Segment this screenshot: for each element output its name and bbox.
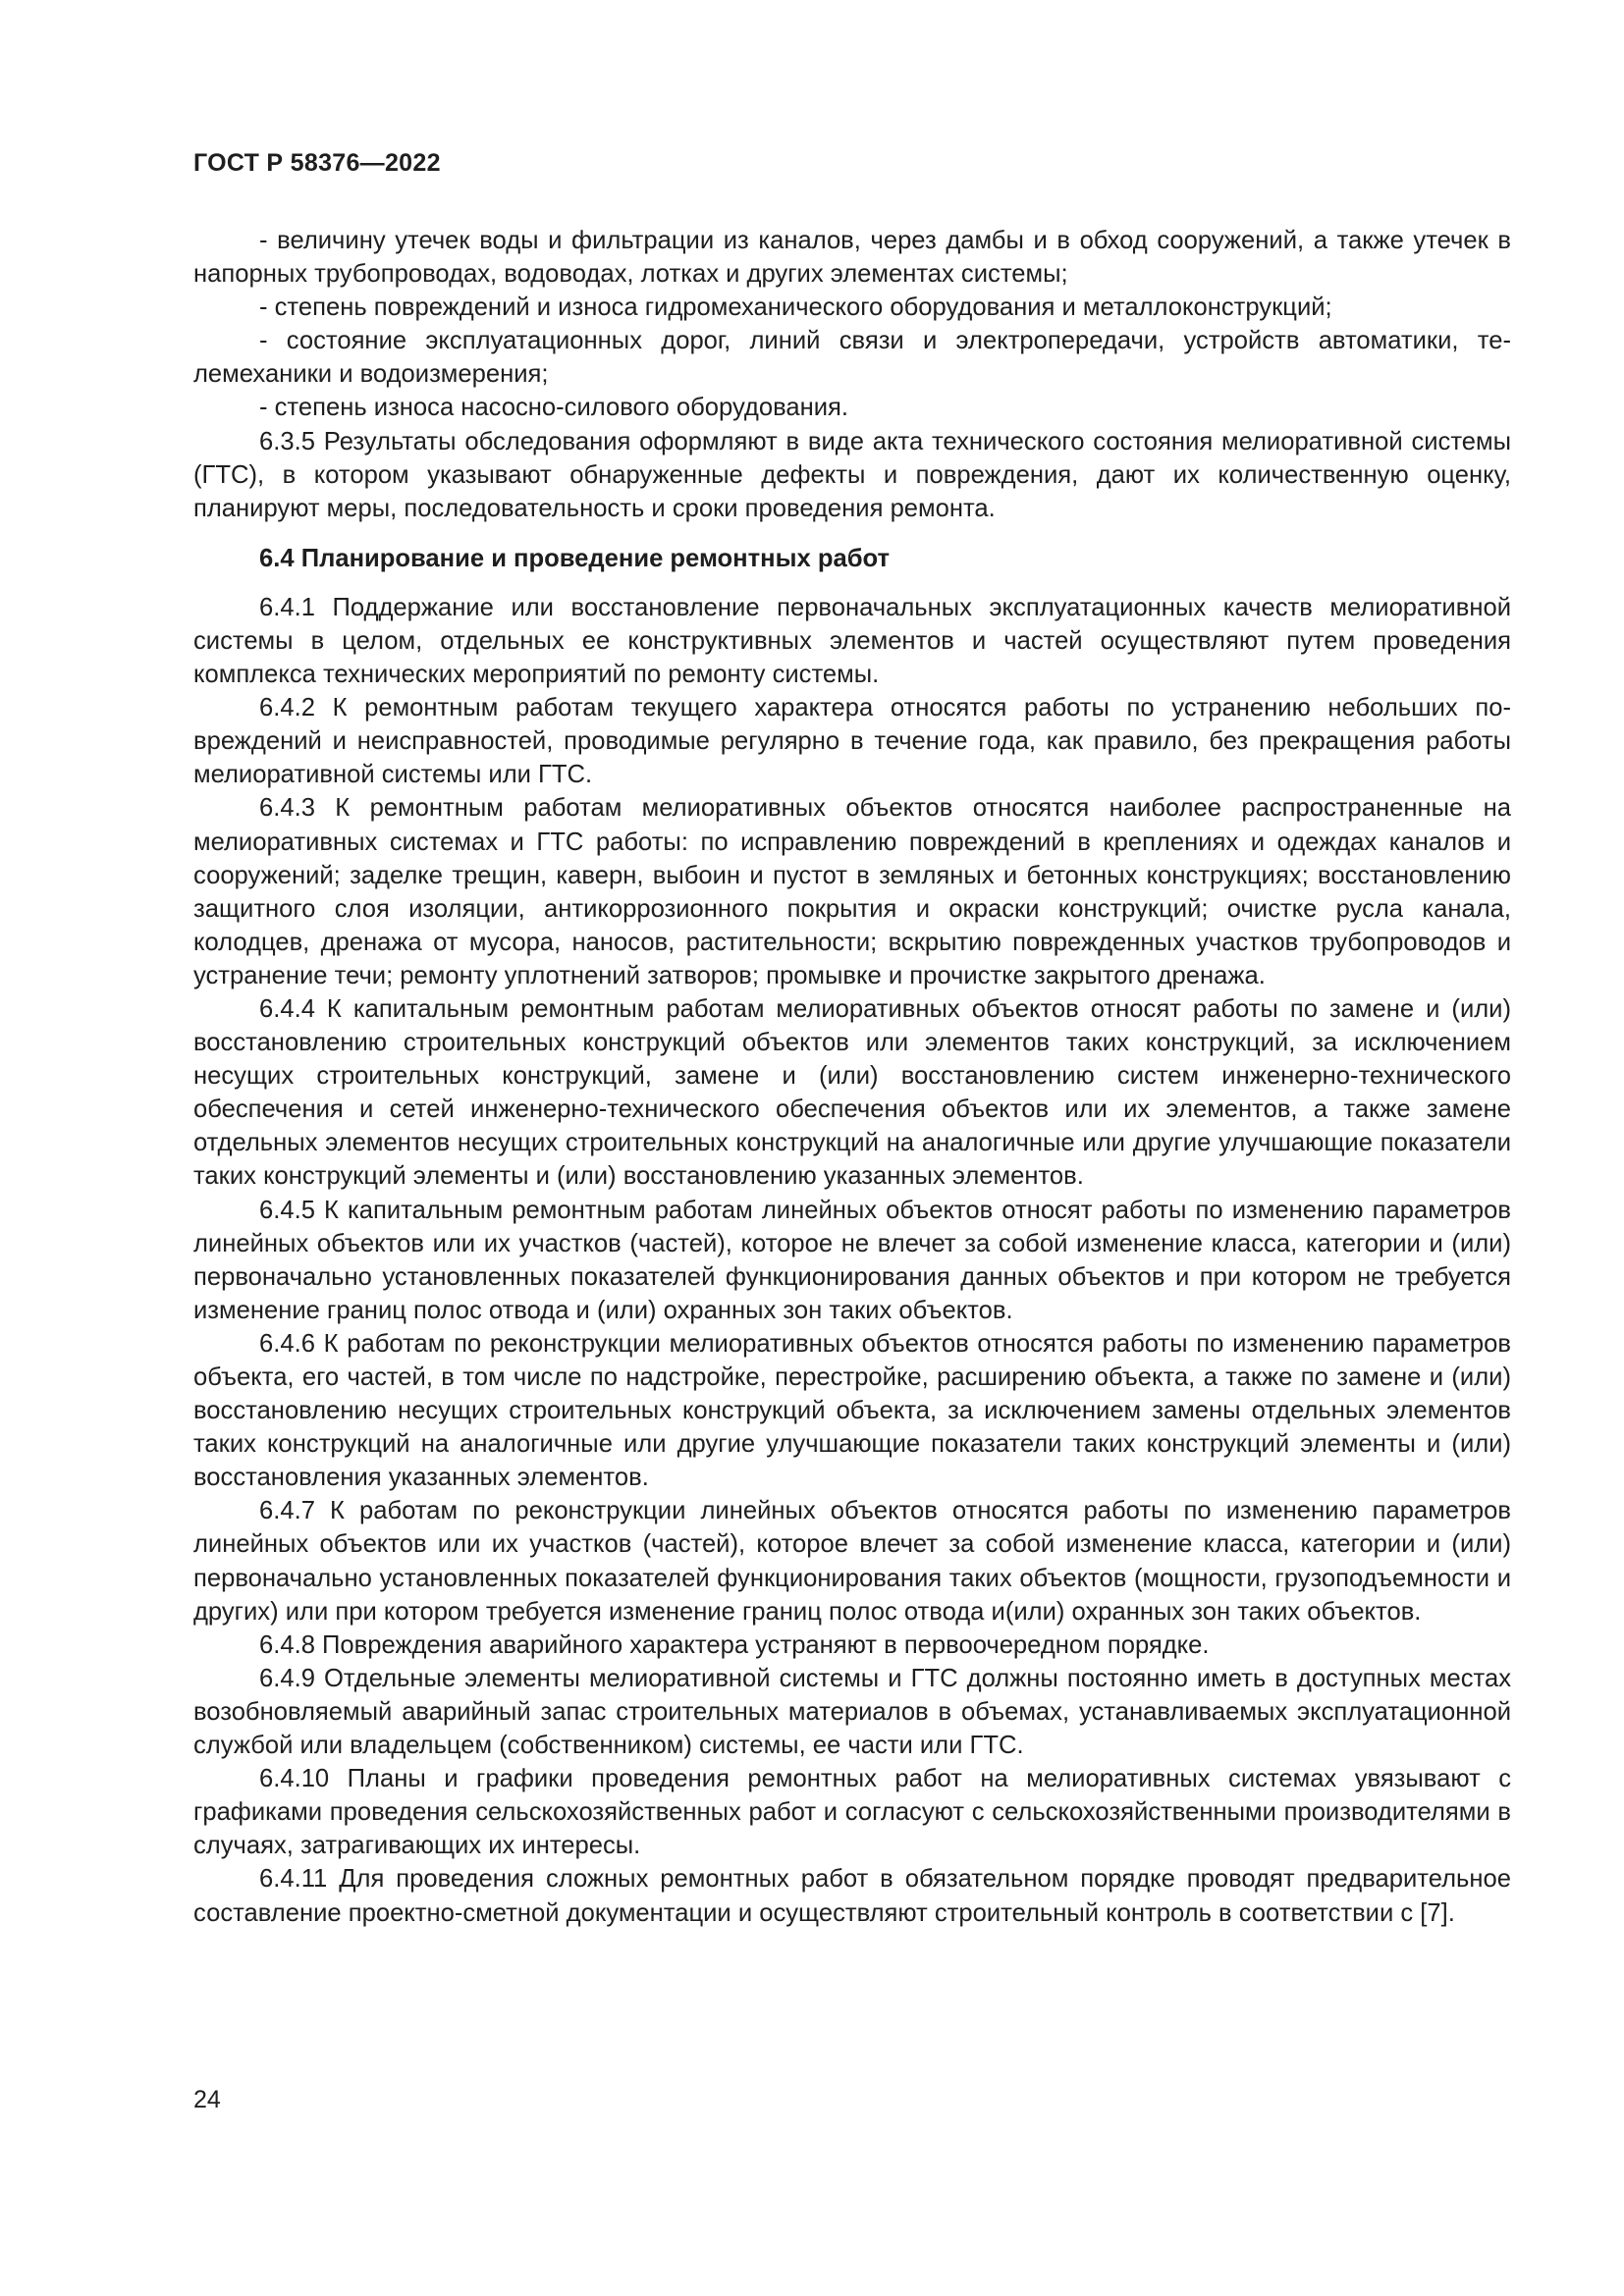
paragraph-6-4-3: 6.4.3 К ремонтным работам мелиоративных объектов относятся наиболее распространенные на мелиоративных системах и ГТС работы: по исправлению повреждений в креплениях и одеждах каналов и сооружений; заделке трещин, каверн, выбоин и пустот в земляных и бетонных конструкциях; восстановлению защитного слоя изоляции, антикоррозионного покрытия и окраски конструкций; очистке русла канала, колодцев, дренажа от мусора, наносов, растительности; вскрытию поврежденных участков трубопроводов и устранение течи; ремонту уплотнений затворов; промывке и прочистке закрытого дренажа. bbox=[193, 794, 1511, 989]
list-item: - степень повреждений и износа гидромеханического оборудования и металлоконструкций; bbox=[259, 294, 1332, 322]
paragraph-6-4-10: 6.4.10 Планы и графики проведения ремонтных работ на мелиоративных системах увязывают с графиками проведения сельскохозяйственных работ и согласуют с сельскохозяйственными производителями в случаях, затрагивающих их интересы. bbox=[193, 1765, 1511, 1860]
list-item: - состояние эксплуатационных дорог, линий связи и электропередачи, устройств автоматики, телемеханики и водоизмерения; bbox=[193, 327, 1511, 389]
paragraph-6-4-1: 6.4.1 Поддержание или восстановление первоначальных эксплуатационных качеств мелиоративной системы в целом, отдельных ее конструктивных элементов и частей осуществляют путем проведения комплекса технических мероприятий по ремонту системы. bbox=[193, 593, 1511, 689]
paragraph-6-4-4: 6.4.4 К капитальным ремонтным работам мелиоративных объектов относят работы по замене и (или) восстановлению строительных конструкций объектов или элементов таких конструкций, за исключением несущих строительных конструкций, замене и (или) восстановлению систем инженерно-технического обеспечения и сетей инженерно-технического обеспечения объектов или их элементов, а также замене отдельных элементов несущих строительных конструкций на аналогичные или другие улучшающие показатели таких конструкций элементы и (или) восстановлению указанных элементов. bbox=[193, 994, 1511, 1191]
paragraph-6-4-2: 6.4.2 К ремонтным работам текущего характера относятся работы по устранению небольших повреждений и неисправностей, проводимые регулярно в течение года, как правило, без прекращения работы мелиоративной системы или ГТС. bbox=[193, 694, 1511, 789]
document-body bbox=[193, 224, 1511, 1930]
page-number: 24 bbox=[193, 2086, 221, 2113]
paragraph-6-4-9: 6.4.9 Отдельные элементы мелиоративной системы и ГТС должны постоянно иметь в доступных местах возобновляемый аварийный запас строительных материалов в объемах, устанавливаемых эксплуатационной службой или владельцем (собственником) системы, ее части или ГТС. bbox=[193, 1664, 1511, 1760]
paragraph-6-4-5: 6.4.5 К капитальным ремонтным работам линейных объектов относят работы по изменению параметров линейных объектов или их участков (частей), которое не влечет за собой изменение класса, категории и (или) первоначально установленных показателей функционирования данных объектов и при котором не требуется изменение границ полос отвода и (или) охранных зон таких объектов. bbox=[193, 1196, 1511, 1324]
paragraph-6-4-11: 6.4.11 Для проведения сложных ремонтных работ в обязательном порядке проводят предварительное составление проектно-сметной документации и осуществляют строительный контроль в соответствии с [7]. bbox=[193, 1865, 1511, 1927]
paragraph-6-4-6: 6.4.6 К работам по реконструкции мелиоративных объектов относятся работы по изменению параметров объекта, его частей, в том числе по надстройке, перестройке, расширению объекта, а также по замене и (или) восстановлению несущих строительных конструкций объекта, за исключением замены отдельных элементов таких конструкций на аналогичные или другие улучшающие показатели таких конструкций элементы и (или) восстановления указанных элементов. bbox=[193, 1329, 1511, 1492]
paragraph-6-4-8: 6.4.8 Повреждения аварийного характера устраняют в первоочередном порядке. bbox=[259, 1630, 1210, 1659]
list-item: - степень износа насосно-силового оборудования. bbox=[259, 394, 849, 422]
section-heading: 6.4 Планирование и проведение ремонтных работ bbox=[259, 544, 891, 572]
document-header: ГОСТ Р 58376—2022 bbox=[193, 149, 441, 177]
list-item: - величину утечек воды и фильтрации из каналов, через дамбы и в обход сооружений, а также утечек в напорных трубопроводах, водоводах, лотках и других элементах системы; bbox=[193, 227, 1511, 289]
paragraph-6-4-7: 6.4.7 К работам по реконструкции линейных объектов относятся работы по изменению параметров линейных объектов или их участков (частей), которое влечет за собой изменение класса, категории и (или) первоначально установленных показателей функционирования таких объектов (мощности, грузоподъемности и других) или при котором требуется изменение границ полос отвода и(или) охранных зон таких объектов. bbox=[193, 1497, 1511, 1626]
paragraph-6-3-5: 6.3.5 Результаты обследования оформляют в виде акта технического состояния мелиоративной системы (ГТС), в котором указывают обнаруженные дефекты и повреждения, дают их количественную оценку, планируют меры, последовательность и сроки проведения ремонта. bbox=[193, 427, 1511, 522]
